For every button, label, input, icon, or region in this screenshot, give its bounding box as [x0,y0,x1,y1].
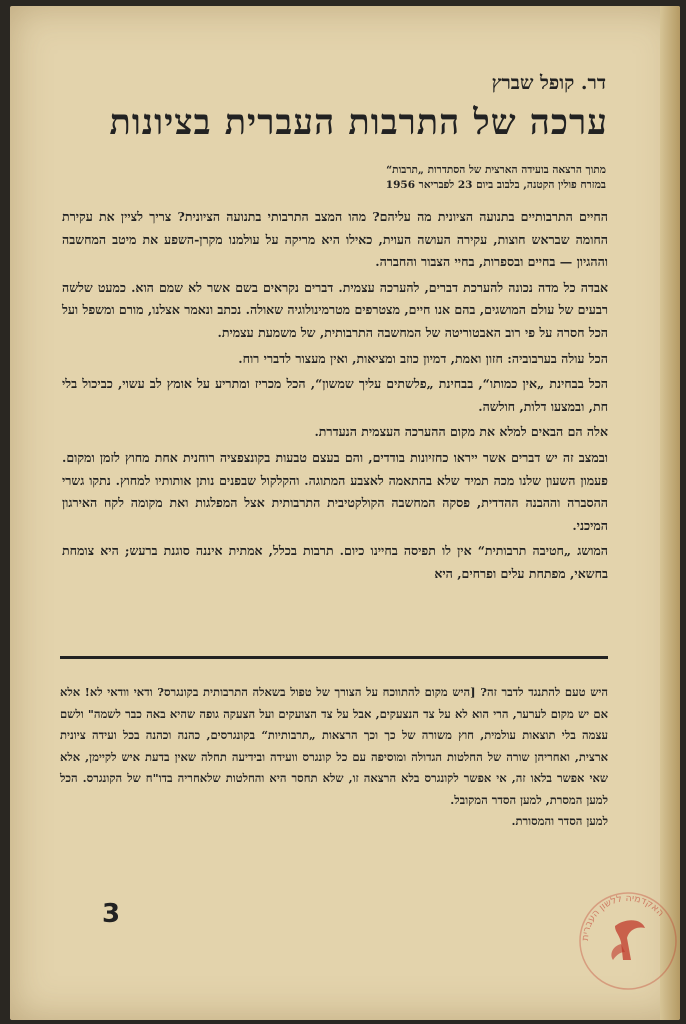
scanned-page [10,6,680,1020]
article-body [62,206,608,589]
footnote-divider [60,656,608,659]
author-name: דר. קופל שברץ [491,72,606,94]
academy-stamp-icon [575,888,680,994]
page-edge [660,6,680,1020]
paragraph: אבדה כל מדה נכונה להערכת דברים, להערכה עצמית. דברים נקראים בשם אשר לא שמם הוא. כמעט שלשה רבעים של עולם המושגים, בהם אנו חיים, מצטרפים מטרמינולוגיה שאולה. נכתב ונאמר אצלנו, מורם ומשפל ועל הכל חסרה על פי רוב האבטוריטה של המחשבה התרבותית, של משמעת עצמית. [62,279,608,340]
subtitle-line: במזרח פולין הקטנה, בלבוב ביום 23 לפבריאר 1956 [385,179,606,191]
page-number: 3 [102,899,121,929]
paragraph: הכל בבחינת „אין כמותו“, בבחינת „פלשתים עליך שמשון“, הכל מכריז ומתריע על אומץ לב עשוי, כביכול בלי חת, ובמצעו דלות, חולשה. [62,376,608,414]
paragraph: ובמצב זה יש דברים אשר ייראו כחזיונות בודדים, והם בעצם טבעות בקונצפציה רוחנית אחת מחוץ לזמן ומקום. פעמון השעון שלנו מכה תמיד שלא בהתאמה לאצבע המתוגה. והקלקול שבפנים נותן אותותיו למחוץ. נתקו גשרי ההסברה וההבנה ההדדית, פסקה המחשבה הקולקטיבית התרבותית אצל המפלגות ואת מקומה לקח האירגון המיכני. [62,449,608,533]
paragraph: אלה הם הבאים למלא את מקום ההערכה העצמית הנעדרת. [314,424,608,440]
paragraph: החיים התרבותיים בתנועה הציונית מה עליהם? מהו המצב התרבותי בתנועה הציונית? צריך לציין את עקירת החומה שבראש חוצות, עקירה העושה העוית, כאילו היא מריקה על עולמנו מקרן-השפע את מיטב המחשבה וההגיון — בחיים ובספרות, בחיי הצבור והחברה. [62,209,608,270]
stamp-text: האקדמיה ללשון העברית [579,892,666,942]
paragraph: הכל עולה בערבוביה: חזון ואמת, דמיון כוזב ומציאות, ואין מעצור לדברי רוח. [238,350,608,366]
footnote-paragraph: למען הסדר והמסורת. [511,814,608,828]
page-title: ערכה של התרבות העברית בציונות [109,102,608,143]
paragraph: המושג „חטיבה תרבותית“ אין לו תפיסה בחיינו כיום. תרבות בכלל, אמתית איננה סוגנת ברעש; היא צומחת בחשאי, מפתחת עלים ופרחים, היא [62,543,608,581]
subtitle-line: מתוך הרצאה בועידה הארצית של הסתדרות „תרבות“ [386,164,606,176]
footnote-paragraph: היש טעם להתנגד לדבר זה? [היש מקום להתווכח על הצורך של טפול בשאלה התרבותית בקונגרס? ודאי וודאי לא! אלא אם יש מקום לערער, הרי הוא לא על צד הנצעקים, אבל על צד הצועקים ועל הצעקה גופה שהיא באה כבר לשמה" ולשם עצמה בלי תוצאות עולמית, חוץ משורה של כך וכך הרצאות „תרבותיות“ בקונגרסים, כהנה וכהנה בכל ועידה ציונית ארצית, ואחריהן שורה של החלטות הגדולה ומוסיפה עם כל קונגרס וועידה ובידיעה תחלה שאין בדעת איש לקיימן, אלא שאי אפשר בלאו זה, אי אפשר לקונגרס בלא הרצאה זו, שלא תחסר היא והחלטות שלאחריה בדו"ח של הקונגרס. הכל למען המסרת, למען הסדר המקובל. [60,685,608,807]
footnote [60,682,608,833]
subtitle [386,163,606,193]
